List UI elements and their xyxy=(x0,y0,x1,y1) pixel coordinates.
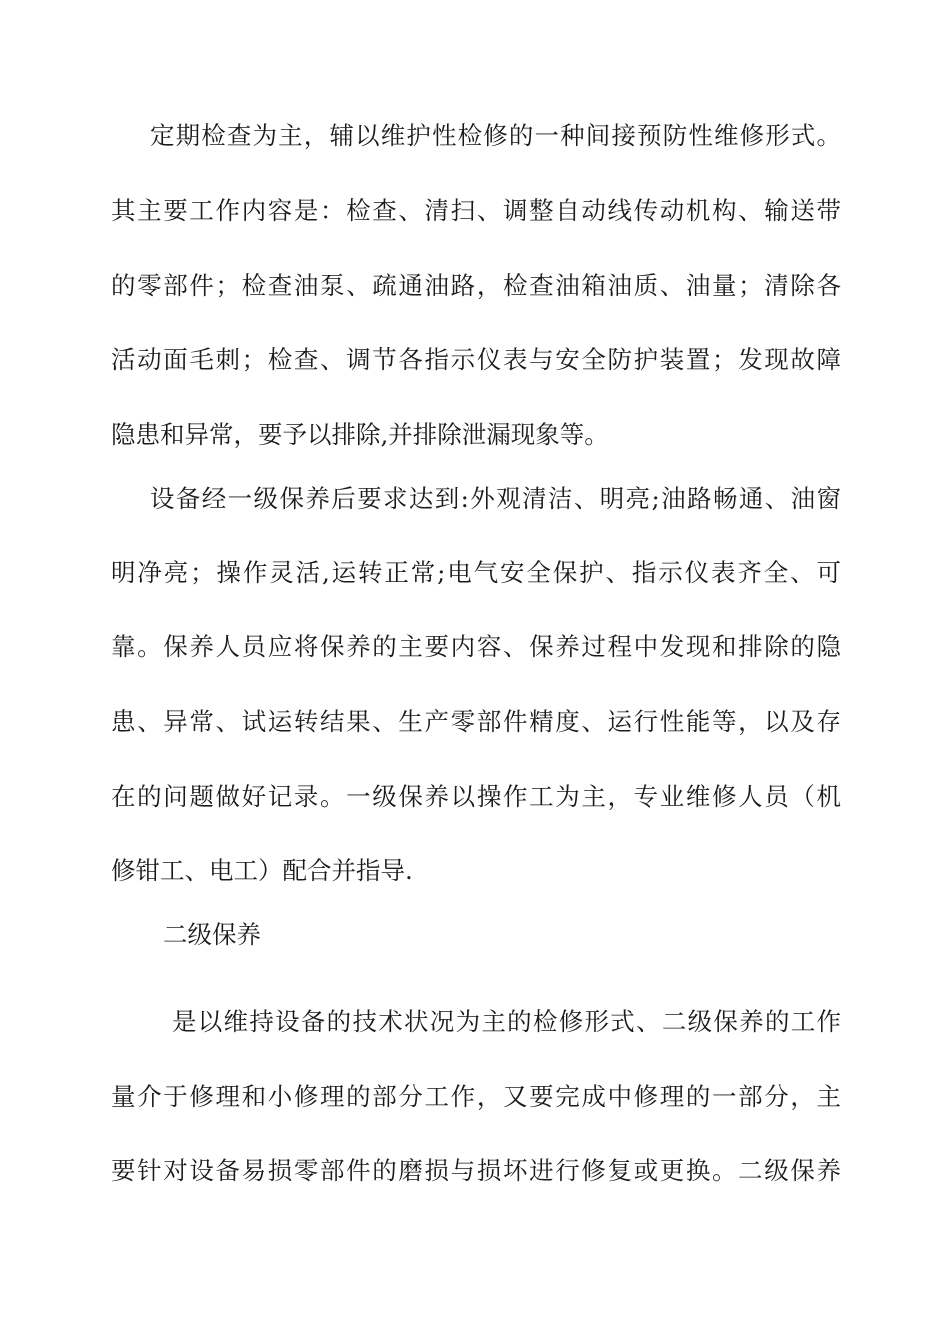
paragraph-3-line-2: 量介于修理和小修理的部分工作，又要完成中修理的一部分，主 xyxy=(111,1082,841,1111)
paragraph-2-line-5: 在的问题做好记录。一级保养以操作工为主，专业维修人员（机 xyxy=(111,782,841,811)
paragraph-2-line-1: 设备经一级保养后要求达到:外观清洁、明亮;油路畅通、油窗 xyxy=(150,484,841,513)
paragraph-3-line-3: 要针对设备易损零部件的磨损与损坏进行修复或更换。二级保养 xyxy=(111,1156,841,1185)
paragraph-2-line-6: 修钳工、电工）配合并指导. xyxy=(111,856,413,885)
paragraph-2-line-3: 靠。保养人员应将保养的主要内容、保养过程中发现和排除的隐 xyxy=(111,632,841,661)
paragraph-1-line-4: 活动面毛刺；检查、调节各指示仪表与安全防护装置；发现故障 xyxy=(111,345,841,374)
paragraph-2-line-2: 明净亮；操作灵活,运转正常;电气安全保护、指示仪表齐全、可 xyxy=(111,558,841,587)
paragraph-1-line-1: 定期检查为主，辅以维护性检修的一种间接预防性维修形式。 xyxy=(150,121,841,150)
paragraph-1-line-5: 隐患和异常，要予以排除,并排除泄漏现象等。 xyxy=(111,420,609,449)
paragraph-2-line-4: 患、异常、试运转结果、生产零部件精度、运行性能等，以及存 xyxy=(111,707,841,736)
paragraph-1-line-2: 其主要工作内容是：检查、清扫、调整自动线传动机构、输送带 xyxy=(111,196,841,225)
paragraph-1-line-3: 的零部件；检查油泵、疏通油路，检查油箱油质、油量；清除各 xyxy=(111,271,841,300)
paragraph-3-line-1: 是以维持设备的技术状况为主的检修形式、二级保养的工作 xyxy=(172,1007,841,1036)
section-heading: 二级保养 xyxy=(163,920,261,949)
